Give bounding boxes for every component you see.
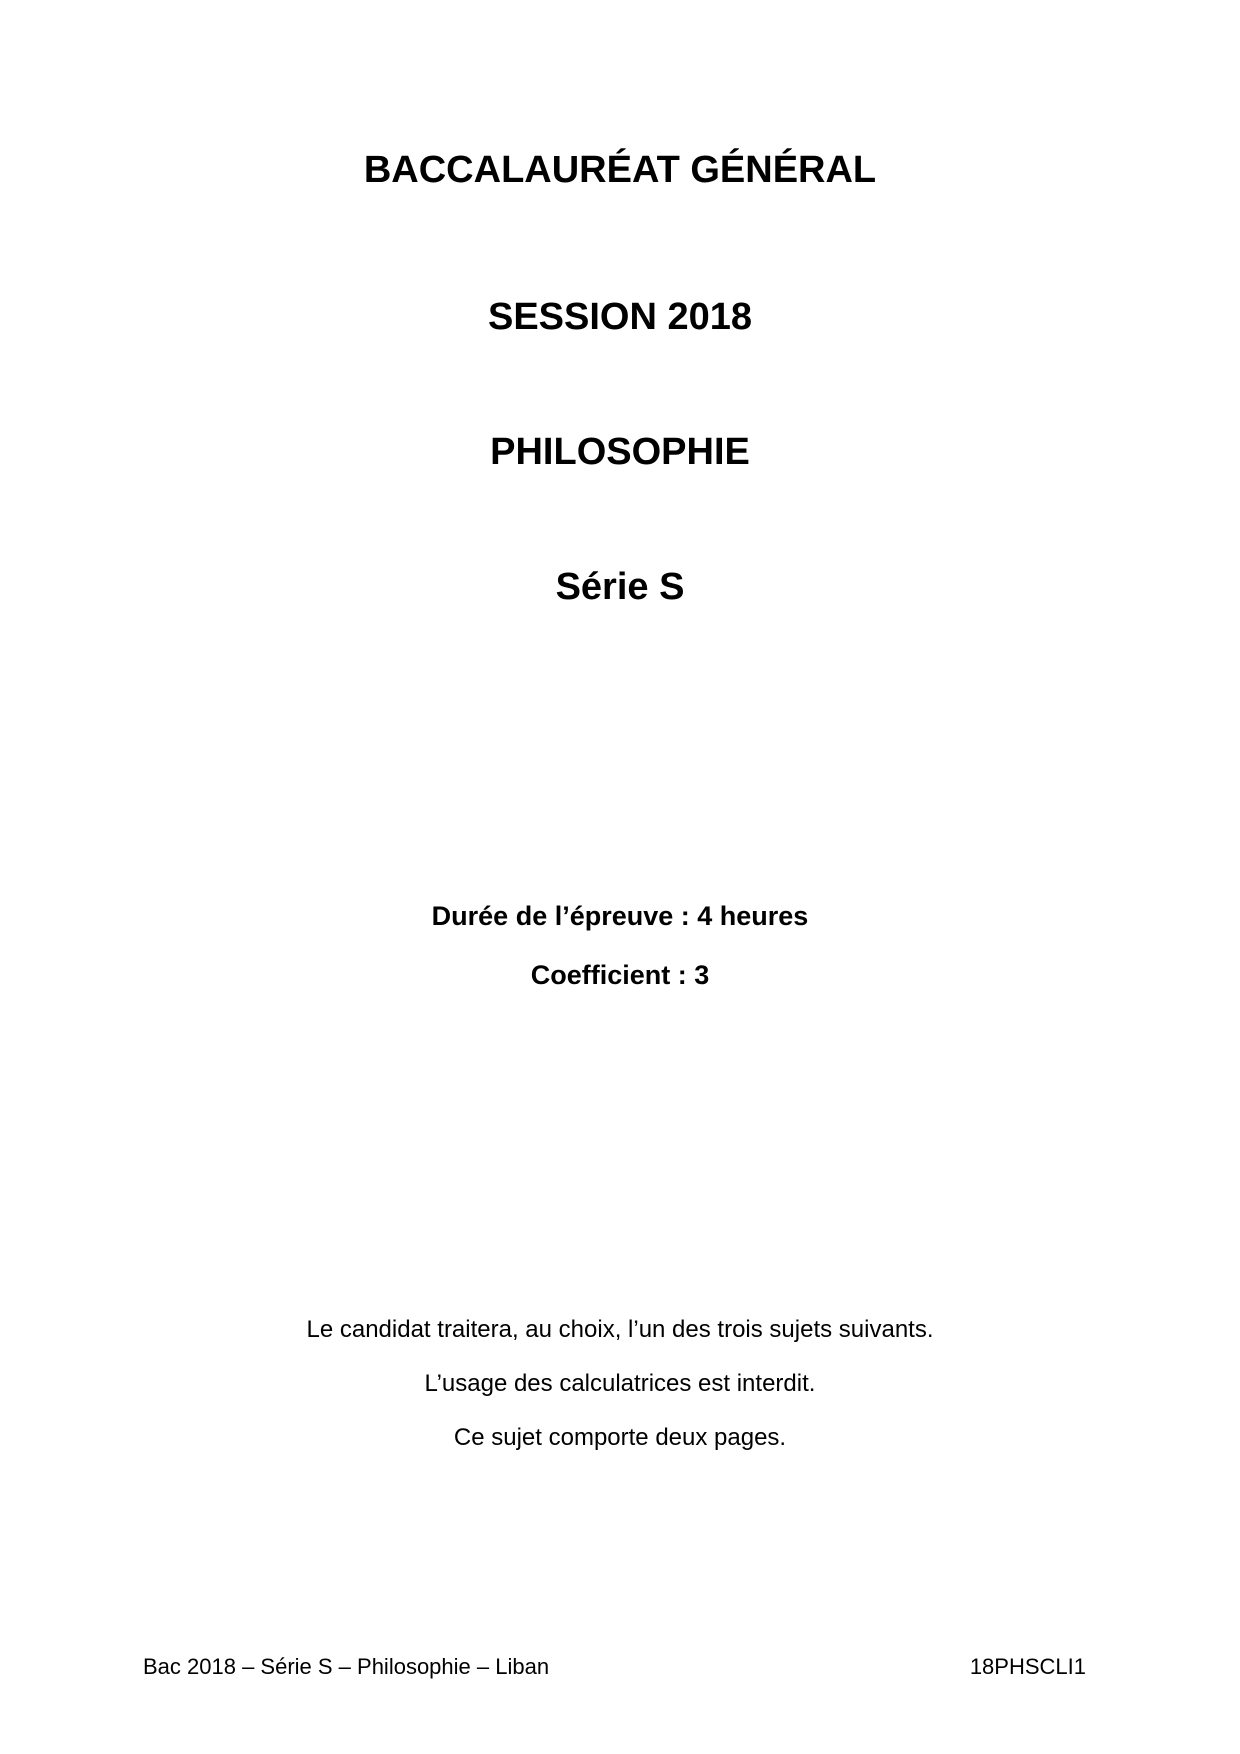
footer-exam-code: 18PHSCLI1 bbox=[969, 1654, 1086, 1679]
instruction-page-count: Ce sujet comporte deux pages. bbox=[453, 1424, 787, 1451]
exam-session: SESSION 2018 bbox=[487, 296, 753, 338]
instruction-choice: Le candidat traitera, au choix, l’un des trois sujets suivants. bbox=[306, 1316, 934, 1343]
instruction-calculators: L’usage des calculatrices est interdit. bbox=[424, 1370, 816, 1397]
exam-coefficient: Coefficient : 3 bbox=[530, 960, 710, 990]
exam-title: BACCALAURÉAT GÉNÉRAL bbox=[363, 149, 877, 191]
exam-subject: PHILOSOPHIE bbox=[490, 431, 750, 473]
exam-series: Série S bbox=[555, 566, 685, 608]
footer-exam-label: Bac 2018 – Série S – Philosophie – Liban bbox=[143, 1654, 550, 1679]
exam-duration: Durée de l’épreuve : 4 heures bbox=[431, 901, 809, 931]
